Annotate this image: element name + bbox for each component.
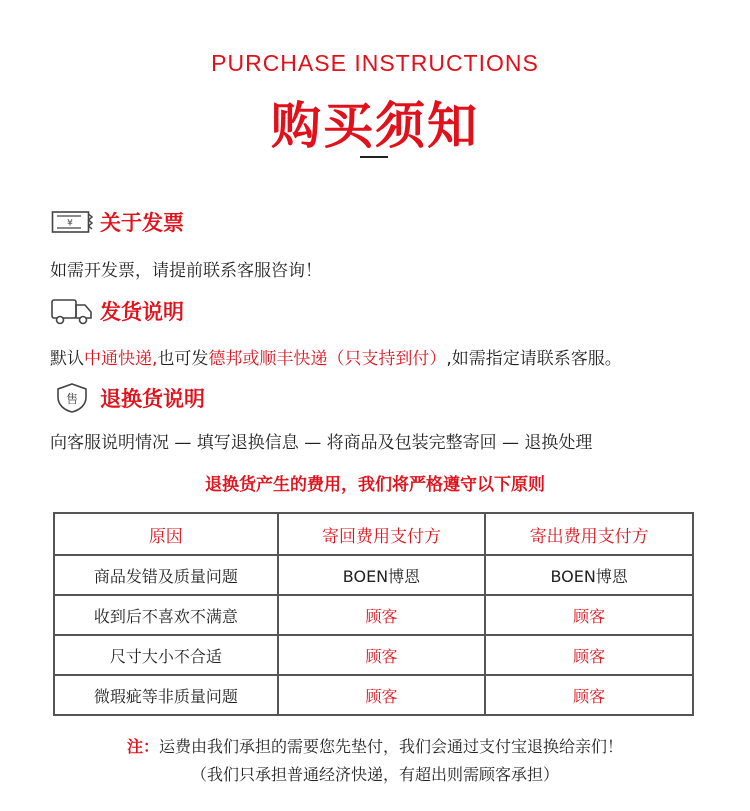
table-cell-send-payer: 顾客 — [485, 635, 693, 675]
table-row — [54, 595, 693, 635]
note-text: 运费由我们承担的需要您先垫付，我们会通过支付宝退换给亲们！ — [159, 737, 624, 756]
shipping-text-a: 默认 — [50, 349, 84, 369]
section-shipping-title — [50, 295, 184, 327]
table-cell-reason: 收到后不喜欢不满意 — [54, 595, 278, 635]
fee-table — [53, 512, 694, 716]
table-cell-return-payer: 顾客 — [278, 635, 486, 675]
section-returns-title — [50, 382, 205, 414]
svg-text:售: 售 — [65, 392, 79, 406]
table-header-reason: 原因 — [54, 513, 278, 555]
truck-icon — [50, 295, 94, 327]
table-cell-return-payer: BOEN博恩 — [278, 555, 486, 595]
invoice-text: 如需开发票，请提前联系客服咨询！ — [50, 261, 322, 281]
table-row — [54, 555, 693, 595]
shipping-text — [50, 344, 622, 369]
returns-process-text: 向客服说明情况 — 填写退换信息 — 将商品及包装完整寄回 — 退换处理 — [50, 433, 593, 453]
section-invoice-label: 关于发票 — [100, 211, 184, 235]
section-returns-label: 退换货说明 — [100, 387, 205, 411]
header-divider — [360, 156, 388, 158]
shipping-fee-note — [0, 734, 750, 757]
table-cell-reason: 尺寸大小不合适 — [54, 635, 278, 675]
header-title-cn: 购买须知 — [271, 97, 479, 155]
header-title-en: PURCHASE INSTRUCTIONS — [211, 50, 539, 76]
table-row — [54, 675, 693, 715]
shipping-text-c: 也可发 — [157, 349, 209, 369]
shipping-default-carrier: 中通快递, — [84, 349, 158, 369]
table-cell-return-payer: 顾客 — [278, 675, 486, 715]
table-cell-send-payer: BOEN博恩 — [485, 555, 693, 595]
table-row — [54, 635, 693, 675]
table-cell-reason: 商品发错及质量问题 — [54, 555, 278, 595]
table-header-row — [54, 513, 693, 555]
table-cell-send-payer: 顾客 — [485, 595, 693, 635]
shield-icon — [50, 382, 94, 414]
note-label: 注： — [126, 737, 159, 756]
table-header-return-payer: 寄回费用支付方 — [278, 513, 486, 555]
table-cell-reason: 微瑕疵等非质量问题 — [54, 675, 278, 715]
shipping-fee-note-sub: （我们只承担普通经济快递，有超出则需顾客承担） — [190, 765, 559, 784]
section-shipping-label: 发货说明 — [100, 300, 184, 324]
svg-text:¥: ¥ — [67, 218, 73, 229]
table-header-send-payer: 寄出费用支付方 — [485, 513, 693, 555]
table-cell-send-payer: 顾客 — [485, 675, 693, 715]
shipping-text-e: ,如需指定请联系客服。 — [446, 349, 622, 369]
table-cell-return-payer: 顾客 — [278, 595, 486, 635]
invoice-ticket-icon — [50, 206, 94, 238]
shipping-alt-carriers: 德邦或顺丰快递（只支持到付） — [208, 349, 447, 369]
section-invoice-title — [50, 206, 184, 238]
fee-rules-title: 退换货产生的费用，我们将严格遵守以下原则 — [205, 475, 545, 495]
